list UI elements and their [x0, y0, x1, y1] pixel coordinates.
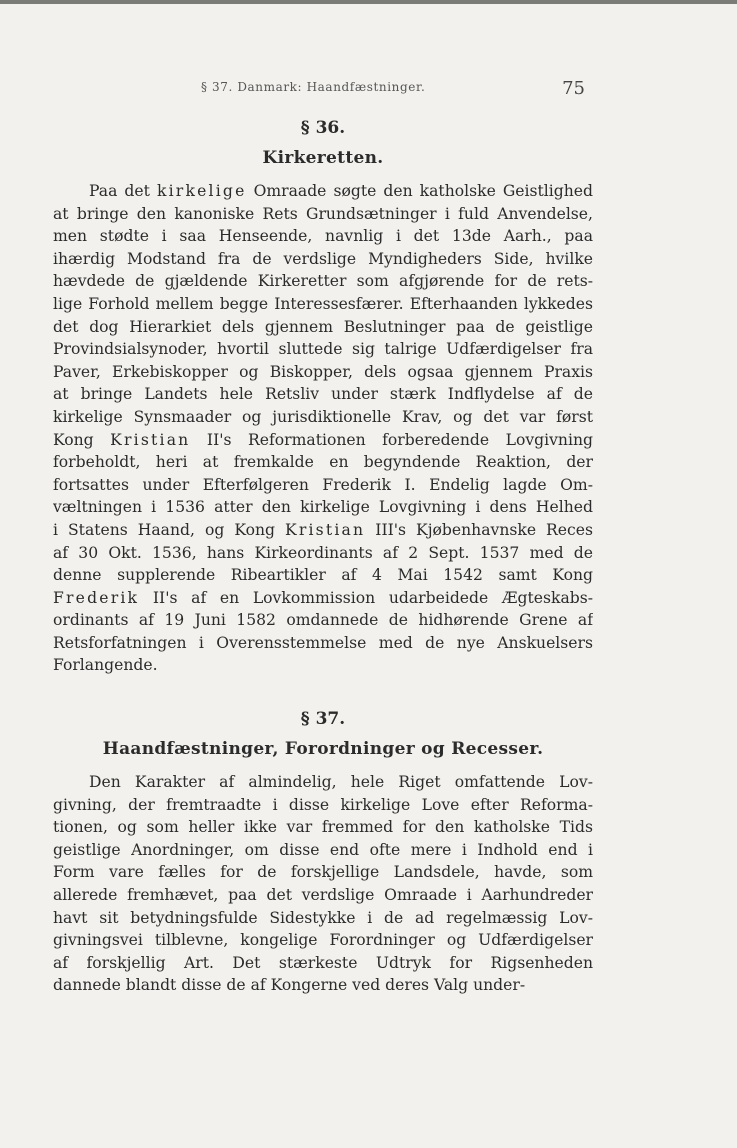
text-line	[53, 496, 593, 519]
line-text: givningsvei tilblevne, kongelige Forordninger og Udfærdigelser	[53, 931, 593, 950]
scan-top-edge	[0, 0, 737, 4]
book-page	[53, 78, 593, 997]
line-text: ihærdig Modstand fra de verdslige Myndigheders Side, hvilke	[53, 249, 593, 268]
line-text: Kong	[53, 430, 111, 449]
text-line	[53, 203, 593, 226]
page-number: 75	[562, 78, 585, 99]
running-header	[53, 78, 593, 104]
line-text: Omraade søgte den katholske Geistlighed	[246, 182, 593, 200]
section-number: § 37.	[300, 709, 346, 730]
text-line	[53, 952, 593, 975]
line-text: ordinants af 19 Juni 1582 omdannede de hidhørende Grene af	[53, 611, 593, 630]
text-line	[53, 907, 593, 930]
line-text: væltningen i 1536 atter den kirkelige Lovgivning i dens Helhed	[53, 498, 593, 517]
spaced-word: kirkelige	[156, 182, 247, 200]
text-line	[53, 609, 593, 632]
text-line	[53, 794, 593, 817]
text-line	[53, 839, 593, 862]
line-text: geistlige Anordninger, om disse end ofte mere i Indhold end i	[53, 840, 593, 859]
line-text: at bringe Landets hele Retsliv under stærk Indflydelse af de	[53, 385, 593, 404]
spaced-word: Kristian	[110, 430, 191, 449]
text-line	[53, 771, 593, 794]
line-text: havt sit betydningsfulde Sidestykke i de ad regelmæssig Lov-	[53, 908, 593, 927]
line-text: fortsattes under Efterfølgeren Frederik I. Endelig lagde Om-	[53, 475, 593, 494]
text-line	[53, 542, 593, 565]
line-text: Retsforfatningen i Overensstemmelse med de nye Anskuelsers	[53, 633, 593, 652]
line-text: II's af en Lovkommission udarbeidede Ægteskabs-	[139, 588, 593, 607]
line-text: dannede blandt disse de af Kongerne ved deres Valg under-	[53, 976, 526, 995]
line-text: Paver, Erkebiskopper og Biskopper, dels ogsaa gjennem Praxis	[53, 362, 593, 381]
section-number: § 36.	[300, 118, 346, 138]
section-paragraph	[53, 771, 593, 997]
text-line	[53, 564, 593, 587]
line-text: kirkelige Synsmaader og jurisdiktionelle Krav, og det var først	[53, 407, 593, 426]
text-line	[53, 519, 593, 542]
line-text: II's Reformationen forberedende Lovgivning	[190, 430, 593, 449]
line-text: III's Kjøbenhavnske Reces	[365, 520, 593, 539]
line-text: Form vare fælles for de forskjellige Landsdele, havde, som	[53, 863, 593, 882]
spaced-word: Kristian	[284, 520, 366, 539]
text-line	[53, 587, 593, 610]
line-text: forbeholdt, heri at fremkalde en begyndende Reaktion, der	[53, 453, 593, 472]
spaced-word: Frederik	[53, 588, 140, 607]
text-line	[53, 383, 593, 406]
text-line	[53, 451, 593, 474]
line-text: Paa det	[89, 182, 157, 200]
line-text: men stødte i saa Henseende, navnlig i det 13de Aarh., paa	[53, 227, 593, 246]
line-text: i Statens Haand, og Kong	[53, 520, 285, 539]
section-paragraph	[53, 180, 593, 677]
line-text: af forskjellig Art. Det stærkeste Udtryk for Rigsenheden	[53, 953, 593, 972]
text-line	[53, 884, 593, 907]
text-line	[53, 632, 593, 655]
line-text: tionen, og som heller ikke var fremmed for den katholske Tids	[53, 818, 593, 837]
line-text: Forlangende.	[53, 656, 158, 675]
line-text: at bringe den kanoniske Rets Grundsætninger i fuld Anvendelse,	[53, 204, 593, 223]
line-text: af 30 Okt. 1536, hans Kirkeordinants af 2 Sept. 1537 med de	[53, 543, 593, 562]
text-line	[53, 225, 593, 248]
line-text: hævdede de gjældende Kirkeretter som afgjørende for de rets-	[53, 272, 593, 291]
text-line	[53, 361, 593, 384]
text-line	[53, 248, 593, 271]
text-line	[53, 293, 593, 316]
section-title: Kirkeretten.	[262, 148, 384, 168]
line-text: lige Forhold mellem begge Interessesfærer. Efterhaanden lykkedes	[53, 294, 593, 313]
line-text: allerede fremhævet, paa det verdslige Omraade i Aarhundreder	[53, 886, 593, 905]
text-line	[53, 429, 593, 452]
text-line	[53, 974, 593, 997]
line-text: Provindsialsynoder, hvortil sluttede sig talrige Udfærdigelser fra	[53, 340, 593, 359]
text-line	[53, 406, 593, 429]
text-line	[53, 270, 593, 293]
line-text: Den Karakter af almindelig, hele Riget omfattende Lov-	[89, 773, 593, 792]
line-text: denne supplerende Ribeartikler af 4 Mai 1542 samt Kong	[53, 566, 593, 585]
text-line	[53, 654, 593, 677]
text-line	[53, 180, 593, 203]
text-line	[53, 316, 593, 339]
line-text: givning, der fremtraadte i disse kirkelige Love efter Reforma-	[53, 795, 593, 814]
text-line	[53, 929, 593, 952]
running-head-text: § 37. Danmark: Haandfæstninger.	[201, 80, 426, 94]
text-line	[53, 816, 593, 839]
section-title: Haandfæstninger, Forordninger og Recesser.	[102, 739, 544, 760]
line-text: det dog Hierarkiet dels gjennem Beslutninger paa de geistlige	[53, 317, 593, 336]
text-line	[53, 861, 593, 884]
text-line	[53, 474, 593, 497]
text-line	[53, 338, 593, 361]
